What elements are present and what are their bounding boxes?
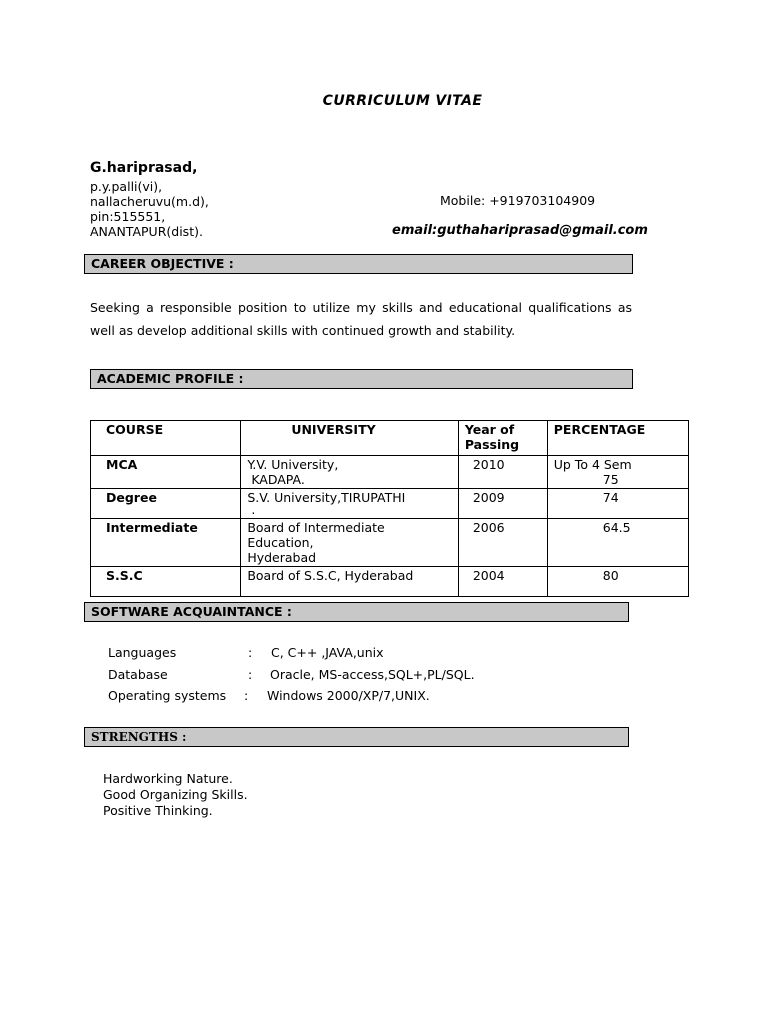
percentage-line: Up To 4 Sem xyxy=(553,457,632,472)
column-header-percentage: PERCENTAGE xyxy=(547,421,688,456)
university-line: S.V. University,TIRUPATHI xyxy=(247,490,406,505)
year-cell: 2006 xyxy=(458,519,547,567)
column-header-course: COURSE xyxy=(91,421,241,456)
software-label: Operating systems xyxy=(108,688,227,703)
software-label: Database xyxy=(108,667,168,682)
software-separator: : xyxy=(244,688,249,703)
percentage-cell xyxy=(547,456,688,489)
percentage-cell: 64.5 xyxy=(547,519,688,567)
academic-table xyxy=(90,420,689,597)
software-separator: : xyxy=(248,645,253,660)
percentage-cell: 74 xyxy=(547,489,688,519)
address-line: pin:515551, xyxy=(90,209,166,224)
year-cell: 2004 xyxy=(458,567,547,597)
percentage-line: 75 xyxy=(602,472,619,487)
strength-item: Positive Thinking. xyxy=(103,803,213,818)
document-title: CURRICULUM VITAE xyxy=(322,93,483,109)
university-cell xyxy=(241,519,459,567)
course-cell: Degree xyxy=(91,489,241,519)
strength-item: Hardworking Nature. xyxy=(103,771,233,786)
career-objective-heading: CAREER OBJECTIVE : xyxy=(84,254,633,274)
candidate-name: G.hariprasad, xyxy=(90,160,198,176)
academic-profile-heading: ACADEMIC PROFILE : xyxy=(90,369,633,389)
software-heading: SOFTWARE ACQUAINTANCE : xyxy=(84,602,629,622)
software-label: Languages xyxy=(108,645,177,660)
university-cell xyxy=(241,489,459,519)
software-value: Windows 2000/XP/7,UNIX. xyxy=(267,688,430,703)
table-header-row xyxy=(91,421,689,456)
strength-item: Good Organizing Skills. xyxy=(103,787,248,802)
university-line: Board of Intermediate Education, xyxy=(247,520,385,550)
address-line: p.y.palli(vi), xyxy=(90,179,163,194)
address-line: nallacheruvu(m.d), xyxy=(90,194,209,209)
university-cell: Board of S.S.C, Hyderabad xyxy=(241,567,459,597)
percentage-cell: 80 xyxy=(547,567,688,597)
software-item-languages xyxy=(108,645,384,660)
table-row xyxy=(91,567,689,597)
university-line: . xyxy=(251,502,256,517)
career-objective-text: Seeking a responsible position to utilize my skills and educational qualifications as well as develop additional skills with continued growth and stability. xyxy=(90,300,632,338)
software-value: C, C++ ,JAVA,unix xyxy=(271,645,384,660)
table-row xyxy=(91,489,689,519)
table-row xyxy=(91,456,689,489)
software-value: Oracle, MS-access,SQL+,PL/SQL. xyxy=(270,667,475,682)
address-line: ANANTAPUR(dist). xyxy=(90,224,203,239)
column-header-year: Year of Passing xyxy=(458,421,547,456)
email-address: email:guthahariprasad@gmail.com xyxy=(392,223,648,238)
university-line: Y.V. University, xyxy=(247,457,339,472)
year-cell: 2009 xyxy=(458,489,547,519)
year-cell: 2010 xyxy=(458,456,547,489)
course-cell: MCA xyxy=(91,456,241,489)
mobile-number: Mobile: +919703104909 xyxy=(440,193,596,208)
column-header-university: UNIVERSITY xyxy=(241,421,459,456)
course-cell: Intermediate xyxy=(91,519,241,567)
strengths-heading: STRENGTHS : xyxy=(84,727,629,747)
university-cell xyxy=(241,456,459,489)
software-item-os xyxy=(108,688,430,703)
course-cell: S.S.C xyxy=(91,567,241,597)
table-row xyxy=(91,519,689,567)
software-item-database xyxy=(108,667,475,682)
software-separator: : xyxy=(248,667,253,682)
university-line: Hyderabad xyxy=(247,550,317,565)
university-line: KADAPA. xyxy=(251,472,305,487)
